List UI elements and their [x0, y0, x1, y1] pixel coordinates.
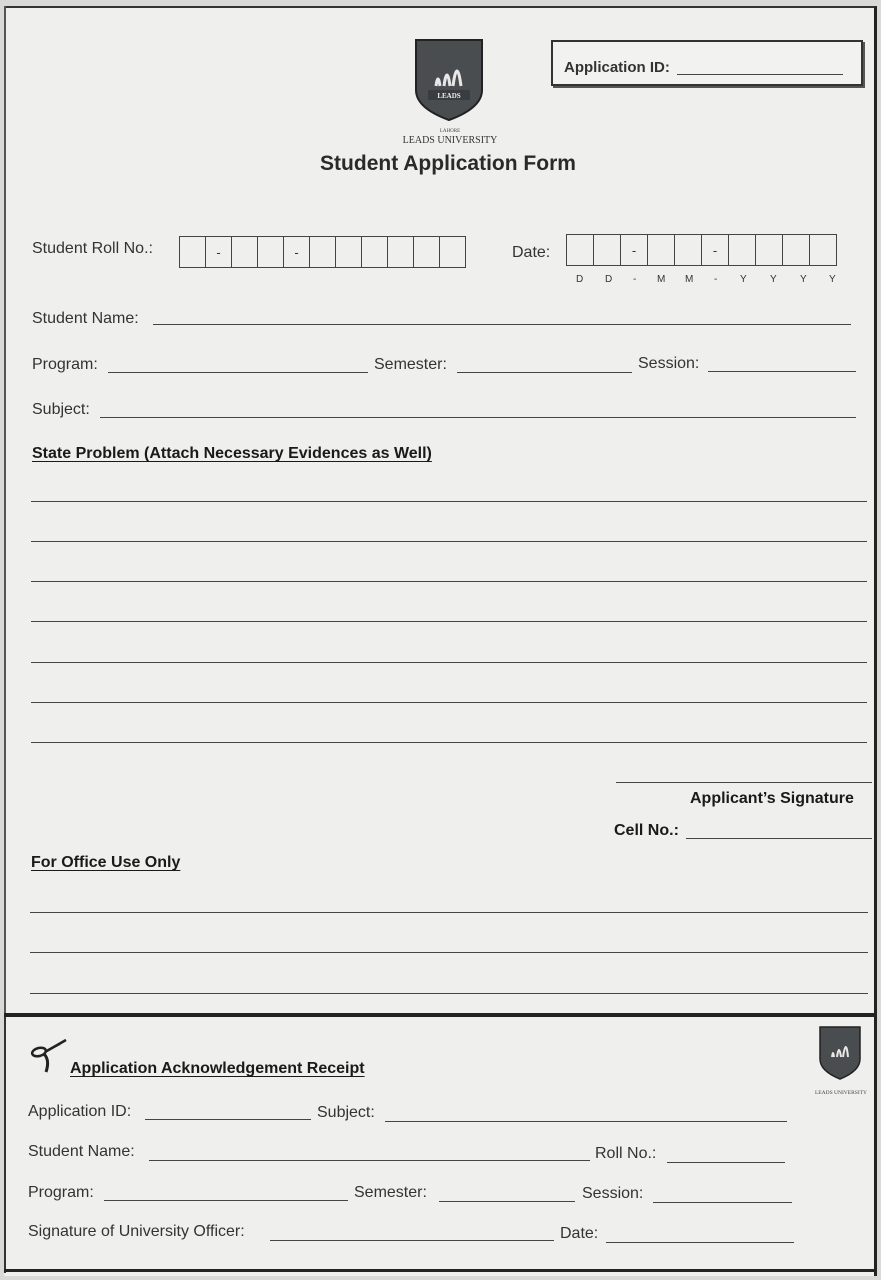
cell-no-label: Cell No.: — [614, 822, 679, 839]
roll-cell[interactable] — [362, 237, 388, 267]
receipt-roll-no-label: Roll No.: — [595, 1145, 657, 1162]
problem-line[interactable] — [31, 501, 867, 502]
receipt-date-label: Date: — [560, 1225, 599, 1242]
date-format-d2: D — [605, 274, 613, 285]
form-sheet — [4, 6, 877, 1276]
receipt-program-label: Program: — [28, 1184, 94, 1201]
roll-cell[interactable] — [180, 237, 206, 267]
problem-line[interactable] — [31, 702, 867, 703]
date-cell[interactable] — [648, 235, 675, 265]
receipt-title: Application Acknowledgement Receipt — [70, 1060, 365, 1077]
problem-line[interactable] — [31, 742, 867, 743]
session-label: Session: — [638, 355, 700, 372]
program-field[interactable] — [108, 372, 368, 373]
roll-cell[interactable]: - — [284, 237, 310, 267]
cut-line — [4, 1013, 877, 1017]
date-cell[interactable] — [783, 235, 810, 265]
roll-cell[interactable]: - — [206, 237, 232, 267]
receipt-logo-caption: LEADS UNIVERSITY — [814, 1090, 868, 1096]
application-id-field[interactable] — [677, 74, 843, 75]
date-cell[interactable] — [675, 235, 702, 265]
date-cell[interactable] — [810, 235, 836, 265]
receipt-logo — [818, 1025, 862, 1081]
roll-cell[interactable] — [310, 237, 336, 267]
subject-field[interactable] — [100, 417, 856, 418]
logo-caption: LEADS UNIVERSITY — [402, 135, 498, 146]
roll-cell[interactable] — [232, 237, 258, 267]
date-format-y2: Y — [770, 274, 777, 285]
receipt-subject-label: Subject: — [317, 1104, 375, 1121]
receipt-officer-signature-field[interactable] — [270, 1240, 554, 1241]
sheet-edge — [4, 6, 6, 1016]
roll-no-label: Student Roll No.: — [32, 240, 153, 257]
receipt-student-name-field[interactable] — [149, 1160, 590, 1161]
receipt-application-id-field[interactable] — [145, 1119, 311, 1120]
receipt-session-label: Session: — [582, 1185, 644, 1202]
date-label: Date: — [512, 244, 551, 261]
roll-cell[interactable] — [336, 237, 362, 267]
session-field[interactable] — [708, 371, 856, 372]
date-cell[interactable] — [567, 235, 594, 265]
roll-cell[interactable] — [440, 237, 465, 267]
semester-field[interactable] — [457, 372, 632, 373]
office-use-heading: For Office Use Only — [31, 854, 181, 871]
problem-line[interactable] — [31, 581, 867, 582]
receipt-subject-field[interactable] — [385, 1121, 787, 1122]
university-logo — [414, 38, 484, 122]
receipt-application-id-label: Application ID: — [28, 1103, 132, 1120]
receipt-semester-label: Semester: — [354, 1184, 427, 1201]
receipt-officer-signature-label: Signature of University Officer: — [28, 1223, 245, 1240]
program-label: Program: — [32, 356, 98, 373]
office-line[interactable] — [30, 912, 868, 913]
signature-field[interactable] — [616, 782, 872, 783]
semester-label: Semester: — [374, 356, 447, 373]
applicant-signature-label: Applicant’s Signature — [690, 790, 854, 807]
date-format-y3: Y — [800, 274, 807, 285]
receipt-date-field[interactable] — [606, 1242, 794, 1243]
receipt-student-name-label: Student Name: — [28, 1143, 135, 1160]
subject-label: Subject: — [32, 401, 90, 418]
cell-no-field[interactable] — [686, 838, 872, 839]
university-crest-icon — [414, 38, 484, 122]
receipt-semester-field[interactable] — [439, 1201, 575, 1202]
sheet-bottom-edge — [4, 1269, 877, 1272]
roll-cell[interactable] — [414, 237, 440, 267]
date-format-d1: D — [576, 274, 584, 285]
date-format-y4: Y — [829, 274, 836, 285]
receipt-session-field[interactable] — [653, 1202, 792, 1203]
date-cell[interactable]: - — [621, 235, 648, 265]
date-format-sep2: - — [714, 274, 718, 285]
date-format-m2: M — [685, 274, 694, 285]
date-format-sep1: - — [633, 274, 637, 285]
date-cell[interactable] — [729, 235, 756, 265]
roll-cell[interactable] — [258, 237, 284, 267]
date-cell[interactable] — [594, 235, 621, 265]
office-line[interactable] — [30, 993, 868, 994]
date-cell[interactable]: - — [702, 235, 729, 265]
logo-caption-top: LAHORE — [439, 129, 461, 134]
office-line[interactable] — [30, 952, 868, 953]
form-title: Student Application Form — [320, 152, 576, 175]
date-boxes[interactable] — [566, 234, 837, 266]
student-name-label: Student Name: — [32, 310, 139, 327]
application-id-label: Application ID: — [564, 59, 670, 76]
receipt-roll-no-field[interactable] — [667, 1162, 785, 1163]
receipt-edge — [4, 1017, 6, 1273]
roll-cell[interactable] — [388, 237, 414, 267]
problem-line[interactable] — [31, 662, 867, 663]
date-format-y1: Y — [740, 274, 747, 285]
scissors-icon — [30, 1038, 70, 1074]
university-crest-icon-small — [818, 1025, 862, 1081]
student-name-field[interactable] — [153, 324, 851, 325]
roll-no-boxes[interactable] — [179, 236, 466, 268]
receipt-program-field[interactable] — [104, 1200, 348, 1201]
problem-line[interactable] — [31, 541, 867, 542]
date-cell[interactable] — [756, 235, 783, 265]
problem-line[interactable] — [31, 621, 867, 622]
date-format-m1: M — [657, 274, 666, 285]
problem-heading: State Problem (Attach Necessary Evidences as Well) — [32, 445, 432, 462]
logo-mark-text: LEADS — [437, 92, 461, 100]
